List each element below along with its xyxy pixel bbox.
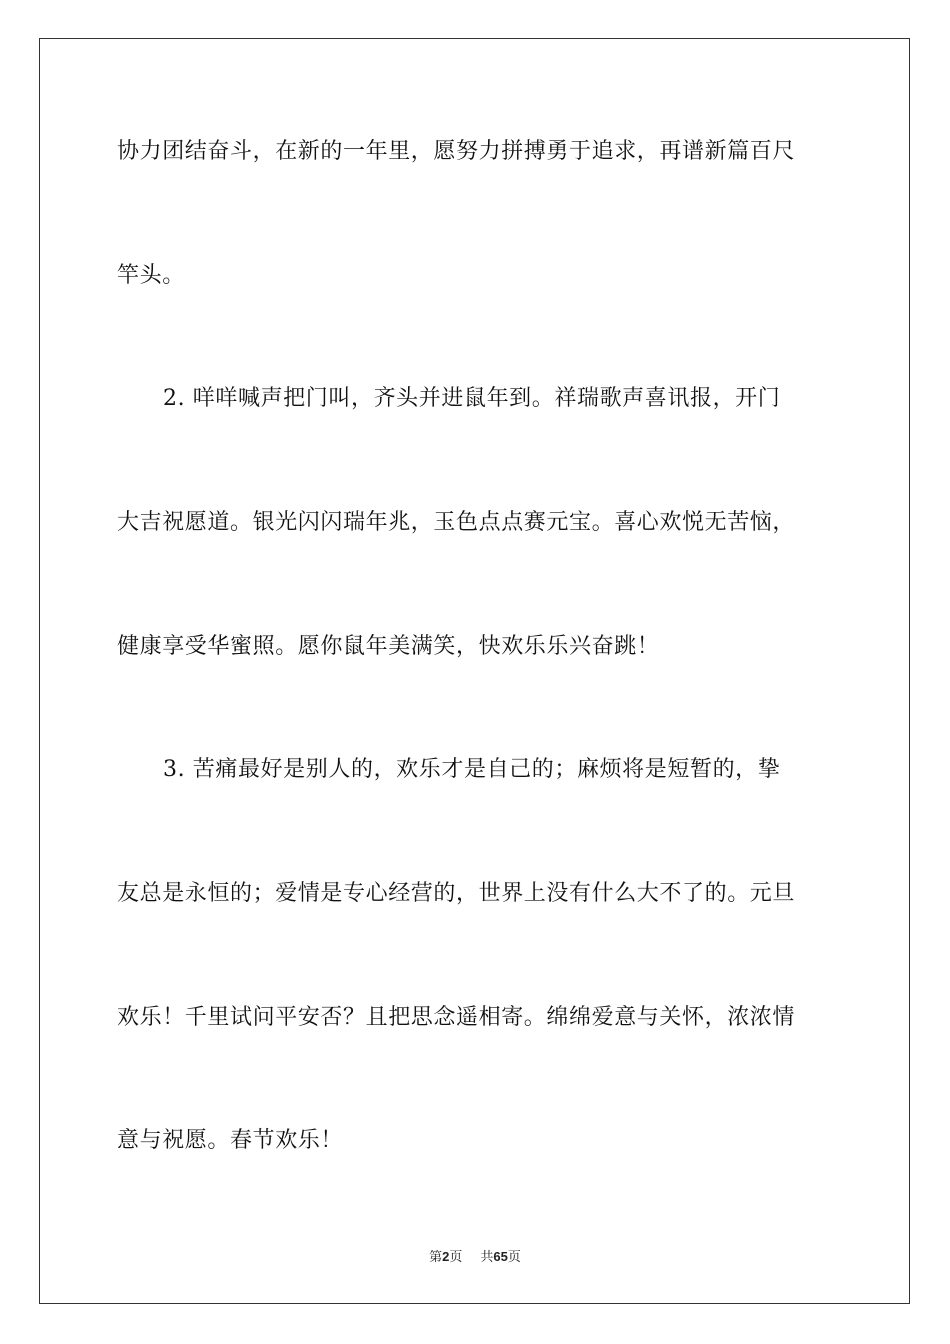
text-line-1: 协力团结奋斗，在新的一年里，愿努力拼搏勇于追求，再谱新篇百尺 — [117, 139, 796, 164]
text-line-3: 2. 咩咩喊声把门叫，齐头并进鼠年到。祥瑞歌声喜讯报，开门 — [163, 386, 781, 411]
total-suffix: 页 — [507, 1250, 521, 1265]
page-prefix: 第 — [429, 1250, 443, 1265]
page-number: 2 — [442, 1249, 450, 1264]
total-prefix: 共 — [480, 1250, 494, 1265]
text-line-5: 健康享受华蜜照。愿你鼠年美满笑，快欢乐乐兴奋跳！ — [117, 634, 660, 659]
text-line-8: 欢乐！千里试问平安否？且把思念遥相寄。绵绵爱意与关怀，浓浓情 — [117, 1005, 796, 1030]
total-pages: 65 — [493, 1249, 508, 1264]
page-footer — [0, 1248, 950, 1267]
text-line-7: 友总是永恒的；爱情是专心经营的，世界上没有什么大不了的。元旦 — [117, 881, 796, 906]
text-line-9: 意与祝愿。春节欢乐！ — [117, 1128, 344, 1153]
text-line-2: 竿头。 — [117, 263, 185, 288]
text-line-4: 大吉祝愿道。银光闪闪瑞年兆，玉色点点赛元宝。喜心欢悦无苦恼， — [117, 510, 796, 535]
page-suffix: 页 — [449, 1250, 463, 1265]
text-line-6: 3. 苦痛最好是别人的，欢乐才是自己的；麻烦将是短暂的，挚 — [163, 757, 781, 782]
page-border — [39, 38, 910, 1304]
